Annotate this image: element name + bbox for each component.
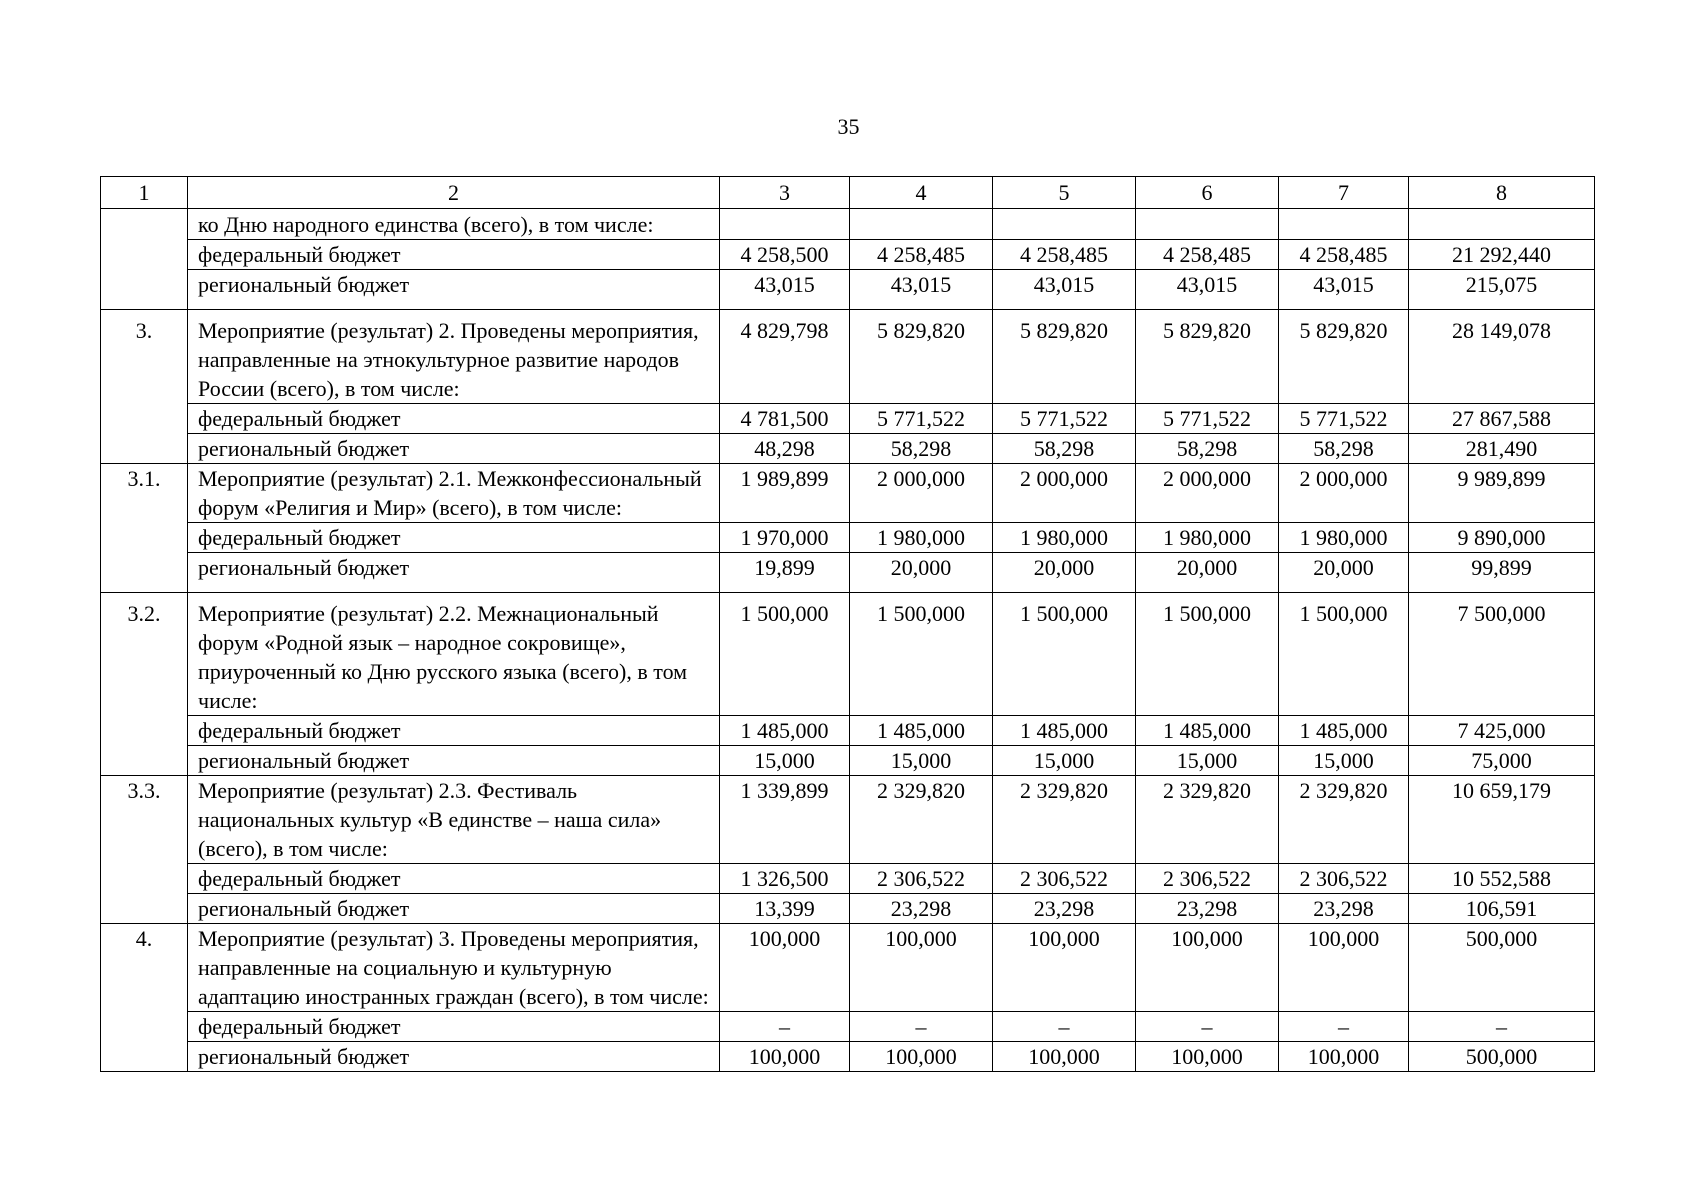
row-name: Мероприятие (результат) 3. Проведены мероприятия, направленные на социальную и культурную адаптацию иностранных граждан (всего), в том числе: — [188, 924, 720, 1012]
value-cell: – — [1409, 1012, 1595, 1042]
table-row — [101, 716, 1595, 746]
value-cell: 2 329,820 — [1279, 776, 1409, 864]
row-name: региональный бюджет — [188, 1042, 720, 1072]
value-cell: 9 890,000 — [1409, 523, 1595, 553]
value-cell: 1 500,000 — [1136, 593, 1279, 716]
value-cell: 1 500,000 — [1279, 593, 1409, 716]
value-cell: 100,000 — [1279, 924, 1409, 1012]
value-cell — [850, 209, 993, 240]
table-row — [101, 746, 1595, 776]
value-cell: 100,000 — [1136, 1042, 1279, 1072]
value-cell: 23,298 — [1136, 894, 1279, 924]
table-row — [101, 270, 1595, 310]
value-cell: 4 781,500 — [720, 404, 850, 434]
value-cell: 1 485,000 — [993, 716, 1136, 746]
header-cell: 8 — [1409, 177, 1595, 209]
value-cell: 1 500,000 — [720, 593, 850, 716]
value-cell: 20,000 — [1279, 553, 1409, 593]
row-name: федеральный бюджет — [188, 404, 720, 434]
value-cell: 27 867,588 — [1409, 404, 1595, 434]
value-cell: 5 829,820 — [850, 310, 993, 404]
value-cell: – — [993, 1012, 1136, 1042]
table-row — [101, 924, 1595, 1012]
value-cell: 4 258,500 — [720, 240, 850, 270]
row-number: 3.3. — [101, 776, 188, 924]
value-cell: 1 485,000 — [850, 716, 993, 746]
value-cell: 1 980,000 — [850, 523, 993, 553]
value-cell: 15,000 — [1136, 746, 1279, 776]
table-row — [101, 864, 1595, 894]
value-cell: 5 829,820 — [1136, 310, 1279, 404]
value-cell: 43,015 — [720, 270, 850, 310]
value-cell: 1 485,000 — [1136, 716, 1279, 746]
table-row — [101, 434, 1595, 464]
row-name: Мероприятие (результат) 2.1. Межконфессиональный форум «Религия и Мир» (всего), в том числе: — [188, 464, 720, 523]
value-cell: 5 771,522 — [1279, 404, 1409, 434]
row-name: федеральный бюджет — [188, 864, 720, 894]
header-row — [101, 177, 1595, 209]
value-cell: 100,000 — [1279, 1042, 1409, 1072]
table-body — [101, 209, 1595, 1072]
value-cell: 106,591 — [1409, 894, 1595, 924]
row-name: Мероприятие (результат) 2.2. Межнациональный форум «Родной язык – народное сокровище», приуроченный ко Дню русского языка (всего), в том числе: — [188, 593, 720, 716]
value-cell: 15,000 — [850, 746, 993, 776]
row-name: федеральный бюджет — [188, 1012, 720, 1042]
value-cell: 100,000 — [720, 924, 850, 1012]
row-name: федеральный бюджет — [188, 716, 720, 746]
value-cell: 2 329,820 — [993, 776, 1136, 864]
value-cell: 43,015 — [850, 270, 993, 310]
value-cell: 75,000 — [1409, 746, 1595, 776]
row-name: ко Дню народного единства (всего), в том числе: — [188, 209, 720, 240]
value-cell: 100,000 — [993, 1042, 1136, 1072]
value-cell: 43,015 — [993, 270, 1136, 310]
row-name: федеральный бюджет — [188, 240, 720, 270]
value-cell: 1 339,899 — [720, 776, 850, 864]
row-name: Мероприятие (результат) 2. Проведены мероприятия, направленные на этнокультурное развитие народов России (всего), в том числе: — [188, 310, 720, 404]
header-cell: 3 — [720, 177, 850, 209]
value-cell: 1 970,000 — [720, 523, 850, 553]
value-cell: 4 258,485 — [850, 240, 993, 270]
value-cell: – — [1279, 1012, 1409, 1042]
table-row — [101, 464, 1595, 523]
value-cell: 100,000 — [850, 924, 993, 1012]
table-row — [101, 593, 1595, 716]
value-cell: 2 306,522 — [850, 864, 993, 894]
value-cell: 13,399 — [720, 894, 850, 924]
value-cell: 99,899 — [1409, 553, 1595, 593]
value-cell: 215,075 — [1409, 270, 1595, 310]
value-cell: 1 500,000 — [993, 593, 1136, 716]
table-row — [101, 1042, 1595, 1072]
table-row — [101, 1012, 1595, 1042]
value-cell: 100,000 — [850, 1042, 993, 1072]
value-cell — [1136, 209, 1279, 240]
value-cell: 20,000 — [993, 553, 1136, 593]
value-cell: 1 485,000 — [720, 716, 850, 746]
value-cell: 4 258,485 — [1136, 240, 1279, 270]
row-number: 3.2. — [101, 593, 188, 776]
value-cell: 4 829,798 — [720, 310, 850, 404]
row-name: Мероприятие (результат) 2.3. Фестиваль национальных культур «В единстве – наша сила» (всего), в том числе: — [188, 776, 720, 864]
value-cell: 2 329,820 — [850, 776, 993, 864]
row-name: региональный бюджет — [188, 894, 720, 924]
value-cell — [993, 209, 1136, 240]
value-cell: 5 829,820 — [1279, 310, 1409, 404]
value-cell: 10 659,179 — [1409, 776, 1595, 864]
header-cell: 2 — [188, 177, 720, 209]
value-cell: – — [850, 1012, 993, 1042]
table-row — [101, 404, 1595, 434]
value-cell: 100,000 — [720, 1042, 850, 1072]
value-cell: 5 771,522 — [1136, 404, 1279, 434]
value-cell: 2 000,000 — [850, 464, 993, 523]
value-cell: 7 500,000 — [1409, 593, 1595, 716]
value-cell: 4 258,485 — [993, 240, 1136, 270]
row-name: федеральный бюджет — [188, 523, 720, 553]
value-cell: 2 000,000 — [1279, 464, 1409, 523]
value-cell: 48,298 — [720, 434, 850, 464]
value-cell — [720, 209, 850, 240]
value-cell: 21 292,440 — [1409, 240, 1595, 270]
value-cell: 58,298 — [850, 434, 993, 464]
value-cell: 58,298 — [1279, 434, 1409, 464]
value-cell — [1279, 209, 1409, 240]
table-row — [101, 240, 1595, 270]
row-name: региональный бюджет — [188, 434, 720, 464]
value-cell: 2 306,522 — [1136, 864, 1279, 894]
value-cell: 5 771,522 — [850, 404, 993, 434]
header-cell: 6 — [1136, 177, 1279, 209]
value-cell: 500,000 — [1409, 924, 1595, 1012]
value-cell: 19,899 — [720, 553, 850, 593]
value-cell: 15,000 — [993, 746, 1136, 776]
value-cell: 23,298 — [1279, 894, 1409, 924]
table-row — [101, 209, 1595, 240]
value-cell: 1 485,000 — [1279, 716, 1409, 746]
value-cell: 2 000,000 — [993, 464, 1136, 523]
value-cell: 20,000 — [850, 553, 993, 593]
value-cell: 2 000,000 — [1136, 464, 1279, 523]
value-cell: 58,298 — [993, 434, 1136, 464]
value-cell: 9 989,899 — [1409, 464, 1595, 523]
value-cell: 7 425,000 — [1409, 716, 1595, 746]
value-cell: 20,000 — [1136, 553, 1279, 593]
value-cell: 1 500,000 — [850, 593, 993, 716]
row-number — [101, 209, 188, 310]
value-cell: 1 326,500 — [720, 864, 850, 894]
value-cell: 2 306,522 — [993, 864, 1136, 894]
value-cell: 5 829,820 — [993, 310, 1136, 404]
header-cell: 5 — [993, 177, 1136, 209]
header-cell: 7 — [1279, 177, 1409, 209]
value-cell: – — [720, 1012, 850, 1042]
value-cell: 23,298 — [850, 894, 993, 924]
value-cell: 100,000 — [993, 924, 1136, 1012]
value-cell: 28 149,078 — [1409, 310, 1595, 404]
value-cell: 23,298 — [993, 894, 1136, 924]
value-cell: 281,490 — [1409, 434, 1595, 464]
value-cell — [1409, 209, 1595, 240]
value-cell: 15,000 — [720, 746, 850, 776]
value-cell: 1 980,000 — [993, 523, 1136, 553]
value-cell: – — [1136, 1012, 1279, 1042]
value-cell: 58,298 — [1136, 434, 1279, 464]
table-row — [101, 553, 1595, 593]
row-name: региональный бюджет — [188, 553, 720, 593]
table-row — [101, 776, 1595, 864]
value-cell: 43,015 — [1279, 270, 1409, 310]
value-cell: 500,000 — [1409, 1042, 1595, 1072]
value-cell: 5 771,522 — [993, 404, 1136, 434]
value-cell: 43,015 — [1136, 270, 1279, 310]
value-cell: 100,000 — [1136, 924, 1279, 1012]
row-number: 3.1. — [101, 464, 188, 593]
header-cell: 1 — [101, 177, 188, 209]
table-row — [101, 894, 1595, 924]
value-cell: 1 980,000 — [1136, 523, 1279, 553]
table-row — [101, 310, 1595, 404]
value-cell: 1 980,000 — [1279, 523, 1409, 553]
value-cell: 4 258,485 — [1279, 240, 1409, 270]
value-cell: 15,000 — [1279, 746, 1409, 776]
budget-table — [100, 176, 1595, 1072]
value-cell: 1 989,899 — [720, 464, 850, 523]
value-cell: 10 552,588 — [1409, 864, 1595, 894]
value-cell: 2 306,522 — [1279, 864, 1409, 894]
row-name: региональный бюджет — [188, 746, 720, 776]
row-number: 4. — [101, 924, 188, 1072]
page-number: 35 — [837, 114, 860, 139]
row-number: 3. — [101, 310, 188, 464]
table-row — [101, 523, 1595, 553]
header-cell: 4 — [850, 177, 993, 209]
row-name: региональный бюджет — [188, 270, 720, 310]
value-cell: 2 329,820 — [1136, 776, 1279, 864]
